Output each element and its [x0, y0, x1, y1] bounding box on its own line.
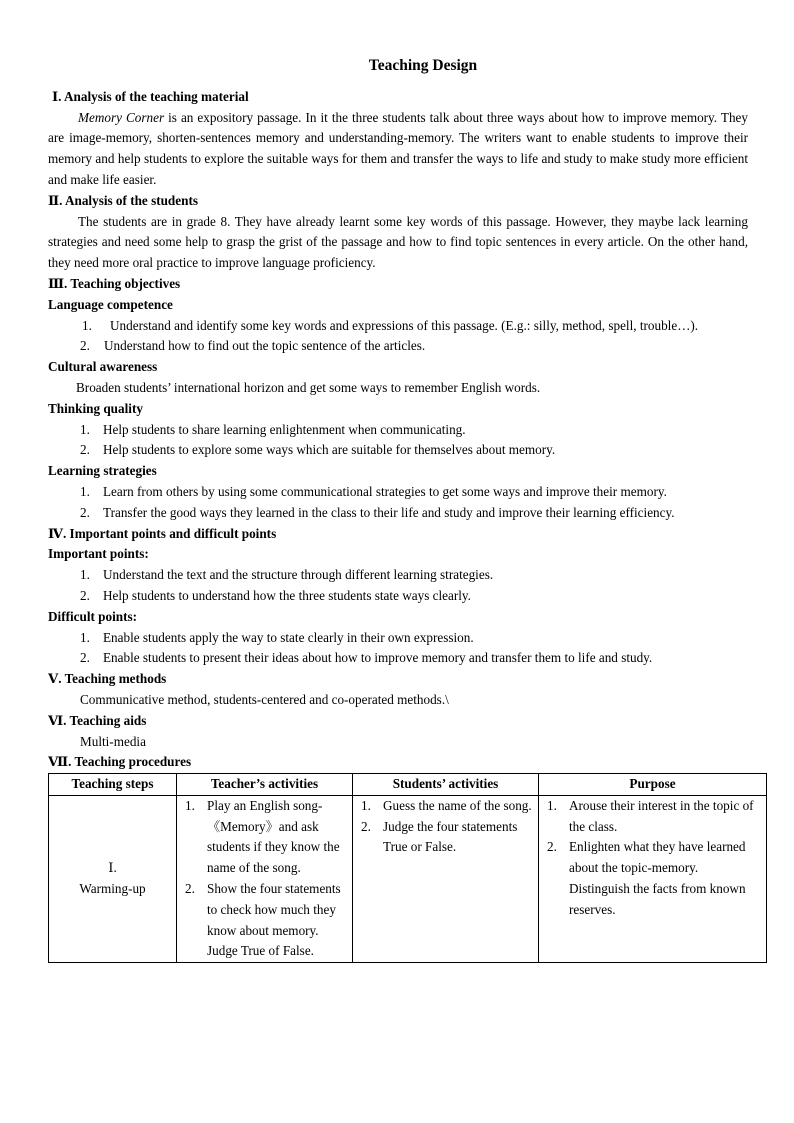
- difficult-points-heading: Difficult points:: [48, 608, 138, 624]
- list-item: 2. Enable students to present their ideas about how to improve memory and transfer them to life and study.: [80, 650, 653, 666]
- teaching-procedures-table: [48, 773, 767, 963]
- thinking-quality-list: [48, 420, 748, 462]
- language-competence-heading: Language competence: [48, 296, 173, 312]
- list-item: 1. Understand and identify some key words and expressions of this passage. (E.g.: silly, method, spell, trouble…).: [82, 317, 699, 333]
- important-points-list: [48, 565, 748, 607]
- step-number: Ⅰ.: [108, 860, 117, 876]
- list-item: 2. Enlighten what they have learned about the topic-memory.: [547, 839, 746, 876]
- thinking-quality-heading: Thinking quality: [48, 400, 143, 416]
- list-item: 1. Arouse their interest in the topic of the class.: [547, 797, 754, 834]
- step-name: Warming-up: [79, 881, 146, 897]
- list-item: 2. Understand how to find out the topic sentence of the articles.: [80, 338, 426, 354]
- section-7-heading: Ⅶ. Teaching procedures: [48, 754, 192, 770]
- important-points-heading: Important points:: [48, 546, 149, 562]
- learning-strategies-list: [48, 482, 748, 524]
- list-item: 1. Enable students apply the way to state clearly in their own expression.: [80, 629, 474, 645]
- cultural-awareness-text: Broaden students’ international horizon and get some ways to remember English words.: [76, 379, 541, 395]
- section-1-paragraph: [48, 108, 748, 191]
- section-4-heading: Ⅳ. Important points and difficult points: [48, 525, 277, 541]
- list-item: 1. Help students to share learning enlightenment when communicating.: [80, 421, 466, 437]
- table-row: [49, 795, 767, 962]
- section-5-heading: Ⅴ. Teaching methods: [48, 671, 167, 687]
- column-header: Students’ activities: [353, 774, 539, 796]
- purpose-extra-text: Distinguish the facts from known reserves.: [569, 881, 746, 917]
- section-6-heading: Ⅵ. Teaching aids: [48, 712, 147, 728]
- purpose-cell: [539, 795, 767, 962]
- document-title: Teaching Design: [368, 57, 478, 74]
- students-activities-cell: [353, 795, 539, 962]
- list-item: 1. Understand the text and the structure through different learning strategies.: [80, 567, 494, 583]
- list-item: 1. Learn from others by using some communicational strategies to get some ways and improve their memory.: [80, 483, 667, 499]
- list-item: 2. Help students to understand how the three students state ways clearly.: [80, 587, 471, 603]
- teacher-activities-cell: [177, 795, 353, 962]
- list-item: 2. Show the four statements to check how much they know about memory. Judge True of False.: [185, 881, 341, 959]
- teaching-methods-text: Communicative method, students-centered and co-operated methods.\: [80, 691, 449, 707]
- column-header: Teaching steps: [49, 774, 177, 796]
- step-cell: [49, 795, 177, 962]
- section-2-heading: Ⅱ. Analysis of the students: [48, 192, 198, 208]
- table-header-row: [49, 774, 767, 796]
- section-2-paragraph: The students are in grade 8. They have already learnt some key words of this passage. However, they maybe lack learning strategies and need some help to grasp the grist of the passage and how to find topic sentences in every article. On the other hand, they need more oral practice to improve language proficiency.: [48, 213, 748, 271]
- list-item: 1. Play an English song-《Memory》and ask students if they know the name of the song.: [185, 797, 340, 876]
- section-1-heading: Ⅰ. Analysis of the teaching material: [52, 88, 249, 104]
- teaching-aids-text: Multi-media: [80, 733, 146, 749]
- difficult-points-list: [48, 628, 748, 670]
- document-page: [48, 56, 754, 963]
- column-header: Purpose: [539, 774, 767, 796]
- section-3-heading: Ⅲ. Teaching objectives: [48, 275, 181, 291]
- list-item: 2. Transfer the good ways they learned in the class to their life and study and improve their learning efficiency.: [80, 504, 675, 520]
- language-competence-list: [48, 316, 748, 358]
- list-item: 2. Judge the four statements True or False.: [361, 818, 518, 855]
- section-1-text: is an expository passage. In it the three students talk about three ways about how to improve memory. They are image-memory, shorten-sentences memory and understanding-memory. The writers want to enable students to improve their memory and help students to explore the suitable ways for them and transfer the ways to life and study to make study more efficient and make life easier.: [48, 109, 748, 187]
- cultural-awareness-heading: Cultural awareness: [48, 359, 158, 375]
- learning-strategies-heading: Learning strategies: [48, 463, 157, 479]
- passage-title: Memory Corner: [78, 109, 165, 125]
- list-item: 1. Guess the name of the song.: [361, 797, 532, 813]
- column-header: Teacher’s activities: [177, 774, 353, 796]
- list-item: 2. Help students to explore some ways which are suitable for themselves about memory.: [80, 442, 556, 458]
